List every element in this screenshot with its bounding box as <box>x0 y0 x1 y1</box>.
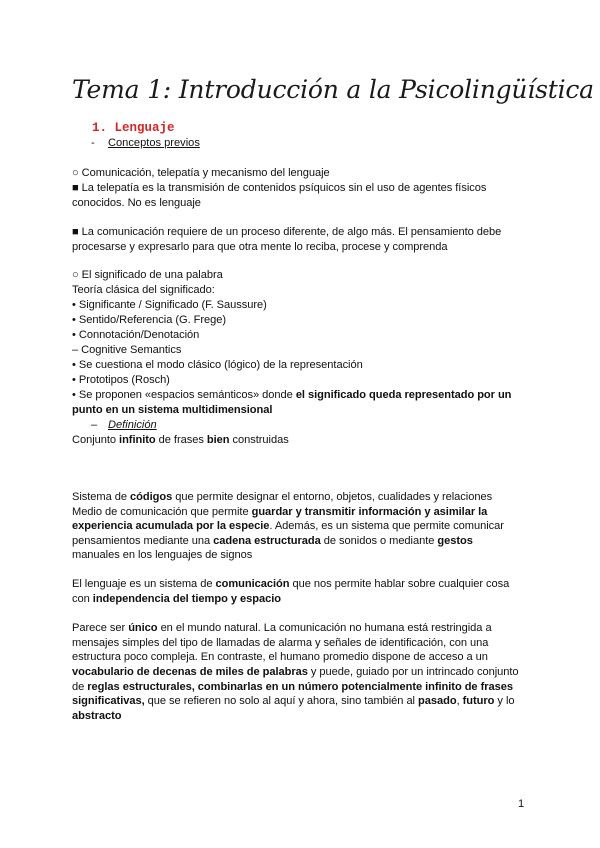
text-run: Medio de comunicación que permite <box>72 506 252 518</box>
text-run: , <box>456 695 463 707</box>
text-run: ○ Comunicación, telepatía y mecanismo del lenguaje <box>72 167 330 179</box>
bold-text: abstracto <box>72 710 122 722</box>
bold-text: infinito <box>119 434 156 446</box>
subheading-conceptos-previos: Conceptos previos <box>108 137 200 149</box>
bold-text: único <box>128 622 158 634</box>
text-line <box>72 534 473 548</box>
bold-text: códigos <box>130 491 173 503</box>
text-run: que se refieren no solo al aquí y ahora, sino también al <box>144 695 419 707</box>
bold-text: gestos <box>437 535 473 547</box>
text-line <box>72 548 252 562</box>
text-line <box>72 388 511 402</box>
text-line <box>72 283 215 297</box>
text-run: • Prototipos (Rosch) <box>72 374 170 386</box>
text-run: manuales en los lenguajes de signos <box>72 549 253 561</box>
text-run: Teoría clásica del significado: <box>72 284 215 296</box>
text-line <box>72 298 267 312</box>
bold-text: bien <box>206 434 230 446</box>
text-line <box>72 433 289 447</box>
text-run: conocidos. No es lenguaje <box>72 197 201 209</box>
text-line <box>72 636 488 650</box>
text-run: en el mundo natural. La comunicación no humana está restringida a <box>157 622 492 634</box>
bold-text: significativas, <box>72 695 145 707</box>
text-run: • Sentido/Referencia (G. Frege) <box>72 314 227 326</box>
text-run: construidas <box>229 434 289 446</box>
text-run: Parece ser <box>72 622 129 634</box>
subheading-definicion: Definición <box>108 419 157 431</box>
text-line <box>72 665 519 679</box>
page-number: 1 <box>518 798 525 810</box>
text-run: de <box>72 681 88 693</box>
list-dash-2: – <box>91 419 98 431</box>
text-line <box>72 328 199 342</box>
bold-text: independencia del tiempo y espacio <box>92 593 281 605</box>
text-run: de frases <box>155 434 207 446</box>
text-line <box>72 592 281 606</box>
text-line <box>72 313 226 327</box>
text-line <box>72 505 487 519</box>
text-line <box>72 650 488 664</box>
text-run: • Se cuestiona el modo clásico (lógico) de la representación <box>72 359 363 371</box>
bold-text: cadena estructurada <box>213 535 321 547</box>
text-run: con <box>72 593 93 605</box>
text-run: Sistema de <box>72 491 131 503</box>
text-line <box>72 268 223 282</box>
text-run: estructura poco compleja. En contraste, el humano promedio dispone de acceso a un <box>72 651 488 663</box>
bold-text: comunicación <box>215 578 290 590</box>
list-dash: - <box>91 137 95 149</box>
text-line <box>72 373 170 387</box>
text-line <box>72 621 492 635</box>
bold-text: el significado queda representado por un <box>295 389 512 401</box>
bold-text: futuro <box>462 695 495 707</box>
text-line <box>72 519 504 533</box>
text-run: y puede, guiado por un intrincado conjunto <box>307 666 519 678</box>
text-line <box>72 680 513 694</box>
section-heading-lenguaje: 1. Lenguaje <box>92 121 175 135</box>
text-line <box>72 694 515 708</box>
text-line <box>72 240 448 254</box>
bold-text: vocabulario de decenas de miles de palabras <box>72 666 308 678</box>
text-run: . Además, es un sistema que permite comunicar <box>269 520 504 532</box>
bold-text: punto en un sistema multidimensional <box>72 404 273 416</box>
text-run: pensamientos mediante una <box>72 535 214 547</box>
text-run: • Se proponen «espacios semánticos» donde <box>72 389 296 401</box>
text-run: de sonidos o mediante <box>320 535 438 547</box>
text-line <box>72 403 272 417</box>
text-line <box>72 490 492 504</box>
text-run: procesarse y expresarlo para que otra mente lo reciba, procese y comprenda <box>72 241 448 253</box>
text-run: que permite designar el entorno, objetos, cualidades y relaciones <box>172 491 493 503</box>
text-line <box>72 358 363 372</box>
bold-text: guardar y transmitir información y asimilar la <box>251 506 488 518</box>
text-run: ■ La comunicación requiere de un proceso diferente, de algo más. El pensamiento debe <box>72 226 502 238</box>
text-line <box>72 181 486 195</box>
text-run: • Significante / Significado (F. Saussure) <box>72 299 267 311</box>
text-line <box>72 577 509 591</box>
text-line <box>72 343 181 357</box>
text-run: • Connotación/Denotación <box>72 329 200 341</box>
text-run: ■ La telepatía es la transmisión de contenidos psíquicos sin el uso de agentes físicos <box>72 182 487 194</box>
document-title: Tema 1: Introducción a la Psicolingüística <box>72 75 594 104</box>
text-line <box>72 225 501 239</box>
bold-text: experiencia acumulada por la especie <box>72 520 270 532</box>
text-run: mensajes simples del tipo de llamadas de alarma y señales de identificación, con una <box>72 637 489 649</box>
text-run: – Cognitive Semantics <box>72 344 182 356</box>
text-line <box>72 709 122 723</box>
text-run: El lenguaje es un sistema de <box>72 578 216 590</box>
text-run: Conjunto <box>72 434 120 446</box>
text-run: que nos permite hablar sobre cualquier cosa <box>289 578 510 590</box>
text-line <box>72 196 201 210</box>
text-run: y lo <box>494 695 515 707</box>
text-line <box>72 166 330 180</box>
bold-text: pasado <box>418 695 457 707</box>
bold-text: reglas estructurales, combinarlas en un número potencialmente infinito de frases <box>87 681 513 693</box>
text-run: ○ El significado de una palabra <box>72 269 223 281</box>
